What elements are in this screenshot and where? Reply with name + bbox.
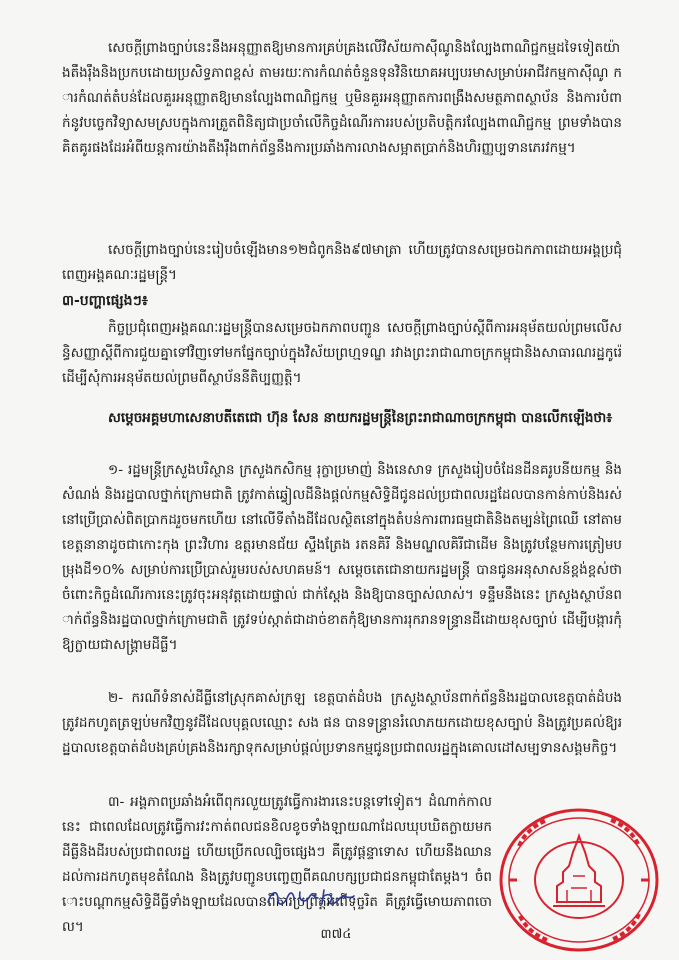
paragraph-4 <box>62 406 622 431</box>
paragraph-2: សេចក្ដីព្រាងច្បាប់នេះរៀបចំឡើងមាន១២ជំពូកនិង៩៧មាត្រា ហើយត្រូវបានសម្រេចឯកភាពដោយអង្គប្រជុំពេញអង្គគណៈរដ្ឋមន្ត្រី។ <box>62 242 622 283</box>
list-item-2: ២- ករណីទំនាស់ដីធ្លីនៅស្រុកគាស់ក្រឡ ខេត្តបាត់ដំបង ក្រសួងស្ថាប័នពាក់ព័ន្ធនិងរដ្ឋបាលខេត្តបាត់ដំបង ត្រូវដកហូតត្រឡប់មកវិញនូវដីដែលបុគ្គលឈ្មោះ សង ផន បានទន្ទ្រានរំលោភយកដោយខុសច្បាប់ និងត្រូវប្រគល់ឱ្យរដ្ឋបាលខេត្តបាត់ដំបងគ្រប់គ្រងនិងរក្សាទុកសម្រាប់ផ្ដល់ប្រទានកម្មជូនប្រជាពលរដ្ឋក្នុងគោលដៅសម្បទានសង្គមកិច្ច។ <box>62 690 622 756</box>
paragraph-3: កិច្ចប្រជុំពេញអង្គគណៈរដ្ឋមន្ត្រីបានសម្រេចឯកភាពបញ្ជូន សេចក្ដីព្រាងច្បាប់ស្ដីពីការអនុម័តយល់ព្រមលើសន្ធិសញ្ញាស្ដីពីការជួយគ្នាទៅវិញទៅមកផ្នែកច្បាប់ក្នុងវិស័យព្រហ្មទណ្ឌ រវាងព្រះរាជាណាចក្រកម្ពុជានិងសាធារណរដ្ឋកូរ៉េ ដើម្បីសុំការអនុម័តយល់ព្រមពីស្ថាប័ននីតិប្បញ្ញត្តិ។ <box>62 320 622 386</box>
leader-name: ហ៊ុន សែន <box>266 410 319 426</box>
section-heading: ៣-បញ្ហាផ្សេងៗ៖ <box>62 293 148 309</box>
page-number: ៣៧៤ <box>320 927 352 942</box>
paragraph-4-rest: នាយករដ្ឋមន្ត្រីនៃព្រះរាជាណាចក្រកម្ពុជា បានលើកឡើងថា៖ <box>318 410 613 426</box>
official-seal <box>497 806 661 954</box>
list-item-3: ៣- អង្គភាពប្រឆាំងអំពើពុករលួយត្រូវធ្វើការងារនេះបន្តទៅទៀត។ ដំណាក់កាលនេះ ជាពេលដែលត្រូវធ្វើការវះកាត់ពលជនខិលខូចទាំងឡាយណាដែលឃុបឃិតក្លាយមកដីធ្លីនិងដីរបស់ប្រជាពលរដ្ឋ ហើយប្រើកលល្បិចផ្សេងៗ គឺត្រូវផ្ដន្ទាទោស ហើយនឹងឈានដល់ការដកហូតមុខតំណែង និងត្រូវបញ្ជូនបញ្ចេញពីគណបក្សប្រជាជនកម្ពុជាតែម្ដង។ ចំពោះបណ្ដាកម្មសិទ្ធិដីធ្លីទាំងឡាយដែលបានពីការប្រព្រឹត្តអំពើទុច្ចរិត គឺត្រូវធ្វើមោឃភាពចោល។ <box>62 794 492 935</box>
list-item-1: ១- រដ្ឋមន្ត្រីក្រសួងបរិស្ថាន ក្រសួងកសិកម្ម រុក្ខាប្រមាញ់ និងនេសាទ ក្រសួងរៀបចំដែនដីនគរូបនីយកម្ម និងសំណង់ និងរដ្ឋបាលថ្នាក់ក្រោមជាតិ ត្រូវកាត់ឆ្វៀលដីនិងផ្ដល់កម្មសិទ្ធិដីជូនដល់ប្រជាពលរដ្ឋដែលបានកាន់កាប់និងរស់នៅប្រើប្រាស់ពិតប្រាកដរួចមកហើយ នៅលើទីតាំងដីដែលស្ថិតនៅក្នុងតំបន់ការពារធម្មជាតិនិងតម្បន់ព្រៃឈើ នៅតាមខេត្តនានាដូចជាកោះកុង ព្រះវិហារ ឧត្ដរមានជ័យ ស្ទឹងត្រែង រតនគិរី និងមណ្ឌលគិរីជាដើម និងត្រូវបន្ថែមការត្រៀមបម្រុងដី១០% សម្រាប់ការប្រើប្រាស់រួមរបស់សហគមន៍។ សម្ដេចតេជោនាយករដ្ឋមន្ត្រី បានជូនអនុសាសន៍ខ្ពង់ខ្ពស់ថា ចំពោះកិច្ចដំណើរការនេះត្រូវចុះអនុវត្តដោយផ្ទាល់ ជាក់ស្ដែង និងឱ្យបានច្បាស់លាស់។ ទន្ទឹមនឹងនេះ ក្រសួងស្ថាប័នពាក់ព័ន្ធនិងរដ្ឋបាលថ្នាក់ក្រោមជាតិ ត្រូវទប់ស្កាត់ជាដាច់ខាតកុំឱ្យមានការរុករានទន្ទ្រានដីដោយខុសច្បាប់ ដើម្បីបង្ការកុំឱ្យក្លាយជាសង្គ្រាមដីធ្លី។ <box>62 462 622 653</box>
paragraph-4-intro: សម្ដេចអគ្គមហាសេនាបតីតេជោ <box>108 410 267 426</box>
paragraph-1: សេចក្ដីព្រាងច្បាប់នេះនឹងអនុញ្ញាតឱ្យមានការគ្រប់គ្រងលើវិស័យកាស៊ីណូនិងល្បែងពាណិជ្ជកម្មដទៃទៀតយ៉ាងតឹងរ៉ឹងនិងប្រកបដោយប្រសិទ្ធភាពខ្ពស់ តាមរយៈការកំណត់ចំនួនទុនវិនិយោគអប្បបរមាសម្រាប់អាជីវកម្មកាស៊ីណូ ការកំណត់តំបន់ដែលគួរអនុញ្ញាតឱ្យមានល្បែងពាណិជ្ជកម្ម ឬមិនគួរអនុញ្ញាតការពង្រឹងសមត្ថភាពស្ថាប័ន និងការបំពាក់នូវបច្ចេកវិទ្យាសមស្របក្នុងការត្រួតពិនិត្យជាប្រចាំលើកិច្ចដំណើរការរបស់ប្រតិបត្តិករល្បែងពាណិជ្ជកម្ម ព្រមទាំងបានគិតគូរផងដែរអំពីយន្តការយ៉ាងតឹងរ៉ឹងពាក់ព័ន្ធនឹងការប្រឆាំងការលាងសម្អាតប្រាក់និងហិរញ្ញប្បទានភេរវកម្ម។ <box>62 40 622 156</box>
signature <box>264 884 360 910</box>
